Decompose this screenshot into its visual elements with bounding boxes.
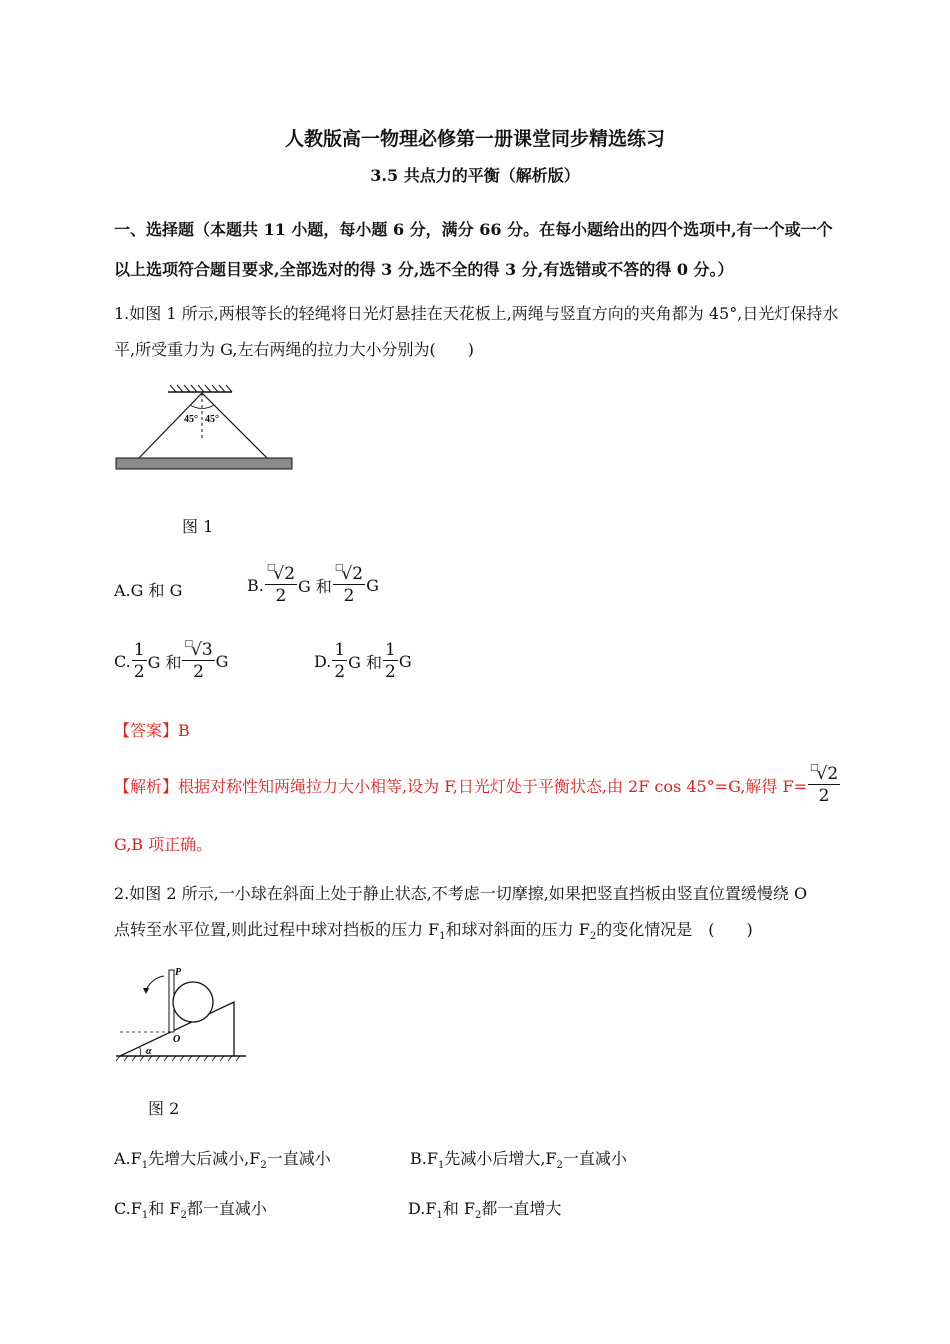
q1-option-b: B. $\frac{^□√2}{2}$ G 和 $\frac{^□√2}{2}$ G — [247, 563, 379, 606]
page-title: 人教版高一物理必修第一册课堂同步精选练习 — [284, 128, 665, 150]
q1-option-d: D. $\frac{1}{2}$ G 和 $\frac{1}{2}$ G — [314, 640, 412, 682]
q2-option-d: $D.F_1$和 $F_2$都一直增大 — [408, 1199, 562, 1222]
analysis-label: 【解析】 — [114, 777, 179, 796]
q1-answer: 【答案】B — [114, 721, 190, 740]
q1-analysis: 【解析】 根据对称性知两绳拉力大小相等,设为 F,日光灯处于平衡状态,由 2F cos 45°=G,解得 F= $\frac{^□√2}{2}$ — [114, 763, 839, 806]
figure-2-label-alpha: α — [146, 1046, 152, 1057]
page-subtitle: 3.5 共点力的平衡（解析版） — [370, 166, 580, 185]
q2-stem-line1: 2.如图 2 所示,一小球在斜面上处于静止状态,不考虑一切摩擦,如果把竖直挡板由竖直位置缓慢绕 O — [114, 884, 808, 903]
q2-stem-line2: 点转至水平位置,则此过程中球对挡板的压力 $F_1$和球对斜面的压力 $F_2$的变化情况是 ( ) — [114, 920, 753, 943]
q1-option-c: C. $\frac{1}{2}$ G 和 $\frac{^□√3}{2}$ G — [114, 639, 229, 682]
figure-2-label-p: P — [175, 967, 182, 978]
q1-option-a: A.G 和 G — [114, 581, 183, 600]
figure-1 — [112, 380, 298, 474]
section-heading: 一、选择题（本题共 11 小题，每小题 6 分，满分 66 分。在每小题给出的四个选项中,有一个或一个以上选项符合题目要求,全部选对的得 3 分,选不全的得 3 分,有选错或不答的得 0 分。） — [114, 220, 833, 279]
figure-2 — [112, 964, 252, 1064]
q2-option-c: $C.F_1$和 $F_2$都一直减小 — [114, 1199, 267, 1222]
figure-2-label-o: O — [173, 1034, 181, 1045]
figure-2-caption: 图 2 — [148, 1099, 180, 1118]
q1-analysis-tail: G,B 项正确。 — [114, 835, 213, 854]
figure-1-angle-right: 45° — [205, 414, 219, 425]
q2-option-a: $A.F_1$先增大后减小$,F_2$一直减小 — [114, 1149, 331, 1172]
q2-option-b: $B.F_1$先减小后增大$,F_2$一直减小 — [410, 1149, 627, 1172]
q1-stem: 1.如图 1 所示,两根等长的轻绳将日光灯悬挂在天花板上,两绳与竖直方向的夹角都为 45°,日光灯保持水平,所受重力为 G,左右两绳的拉力大小分别为( ) — [114, 304, 839, 359]
figure-1-angle-left: 45° — [184, 414, 198, 425]
figure-1-caption: 图 1 — [182, 517, 214, 536]
